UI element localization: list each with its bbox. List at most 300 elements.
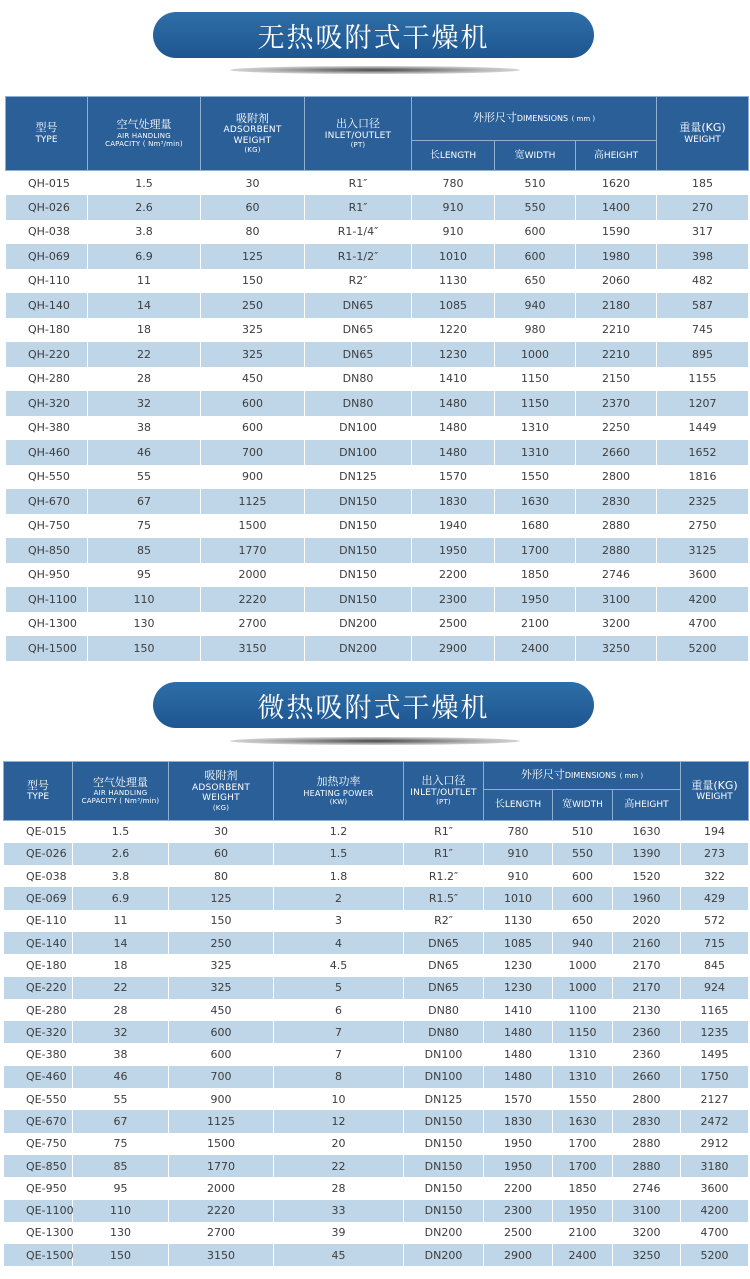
table-cell: 2880 [576, 514, 657, 539]
table-cell: 270 [657, 195, 749, 220]
table-cell: 1449 [657, 416, 749, 441]
table-cell: 2800 [576, 465, 657, 490]
table-cell: 1500 [169, 1133, 274, 1155]
table-cell: 1230 [484, 977, 553, 999]
table-cell: 2.6 [73, 843, 169, 865]
table-cell: 2800 [613, 1088, 681, 1110]
table-cell: 1.5 [88, 171, 201, 196]
table-cell: 1950 [412, 538, 495, 563]
table-cell: R1.5″ [404, 887, 484, 909]
table-cell: 1165 [681, 999, 749, 1021]
section2-table-body [4, 821, 749, 1267]
table-cell: QE-850 [4, 1155, 73, 1177]
table-cell: 2180 [576, 293, 657, 318]
table-cell: QE-670 [4, 1110, 73, 1132]
table-cell: 1830 [412, 489, 495, 514]
table-cell: QH-950 [6, 563, 88, 588]
table-cell: 46 [73, 1066, 169, 1088]
table-cell: QE-1500 [4, 1244, 73, 1266]
table-cell: 2912 [681, 1133, 749, 1155]
table-cell: DN65 [305, 342, 412, 367]
table-cell: 2400 [553, 1244, 613, 1266]
table-cell: DN65 [404, 954, 484, 976]
table-row [6, 465, 749, 490]
table-cell: 2200 [484, 1177, 553, 1199]
table-cell: 2200 [412, 563, 495, 588]
table-cell: QH-550 [6, 465, 88, 490]
table-cell: 2220 [201, 587, 305, 612]
table-row [6, 220, 749, 245]
table-cell: 1480 [484, 1043, 553, 1065]
table-cell: 1400 [576, 195, 657, 220]
table-cell: 1500 [201, 514, 305, 539]
table-cell: 11 [88, 269, 201, 294]
table-cell: 600 [169, 1021, 274, 1043]
table-cell: 1310 [553, 1066, 613, 1088]
table-cell: QE-380 [4, 1043, 73, 1065]
table-cell: 2170 [613, 977, 681, 999]
table-cell: 600 [495, 220, 576, 245]
header-dimensions: 外形尺寸DIMENSIONS ( mm ) [412, 97, 657, 141]
table-cell: QH-180 [6, 318, 88, 343]
table-cell: 1000 [495, 342, 576, 367]
table-cell: 28 [88, 367, 201, 392]
table-cell: 1700 [553, 1133, 613, 1155]
table-cell: 1310 [495, 416, 576, 441]
table-cell: DN200 [404, 1222, 484, 1244]
table-cell: QH-038 [6, 220, 88, 245]
table-cell: 4 [274, 932, 404, 954]
table-cell: QH-670 [6, 489, 88, 514]
table-cell: 1230 [484, 954, 553, 976]
table-cell: 4200 [681, 1200, 749, 1222]
table-cell: QE-1300 [4, 1222, 73, 1244]
table-cell: DN150 [305, 489, 412, 514]
header-heating-power: 加热功率 HEATING POWER (KW) [274, 762, 404, 821]
table-cell: 4200 [657, 587, 749, 612]
table-cell: 2746 [576, 563, 657, 588]
table-cell: DN100 [305, 440, 412, 465]
table-cell: DN100 [404, 1043, 484, 1065]
header-inlet-outlet: 出入口径 INLET/OUTLET (PT) [404, 762, 484, 821]
table-cell: 5200 [681, 1244, 749, 1266]
table-cell: 1230 [412, 342, 495, 367]
table-cell: 2700 [169, 1222, 274, 1244]
table-cell: 2210 [576, 318, 657, 343]
table-row [6, 538, 749, 563]
table-cell: 1700 [553, 1155, 613, 1177]
table-cell: 550 [495, 195, 576, 220]
table-cell: 1680 [495, 514, 576, 539]
table-cell: 75 [73, 1133, 169, 1155]
table-row [6, 318, 749, 343]
table-cell: 1630 [613, 821, 681, 843]
table-cell: 600 [553, 865, 613, 887]
table-cell: 2660 [613, 1066, 681, 1088]
table-cell: 3150 [201, 636, 305, 661]
table-cell: 2170 [613, 954, 681, 976]
table-cell: 2325 [657, 489, 749, 514]
table-cell: 1630 [495, 489, 576, 514]
table-row [6, 269, 749, 294]
table-cell: DN150 [404, 1200, 484, 1222]
table-cell: 2.6 [88, 195, 201, 220]
table-row [6, 416, 749, 441]
table-cell: R1″ [305, 195, 412, 220]
table-cell: 4700 [681, 1222, 749, 1244]
table-cell: 2127 [681, 1088, 749, 1110]
table-cell: 1570 [412, 465, 495, 490]
table-cell: 2400 [495, 636, 576, 661]
table-cell: QH-1100 [6, 587, 88, 612]
table-cell: 940 [553, 932, 613, 954]
table-cell: 482 [657, 269, 749, 294]
table-cell: QE-750 [4, 1133, 73, 1155]
table-row [6, 636, 749, 661]
table-cell: QE-550 [4, 1088, 73, 1110]
table-cell: 2100 [495, 612, 576, 637]
table-cell: 250 [201, 293, 305, 318]
table-cell: QE-026 [4, 843, 73, 865]
table-cell: 194 [681, 821, 749, 843]
table-cell: 429 [681, 887, 749, 909]
table-cell: 600 [169, 1043, 274, 1065]
table-cell: 398 [657, 244, 749, 269]
table-cell: 910 [412, 195, 495, 220]
table-cell: 150 [73, 1244, 169, 1266]
table-cell: 910 [484, 843, 553, 865]
table-cell: 30 [201, 171, 305, 196]
table-cell: 2880 [613, 1133, 681, 1155]
table-cell: 5 [274, 977, 404, 999]
table-cell: 7 [274, 1021, 404, 1043]
table-cell: R2″ [404, 910, 484, 932]
table-cell: 1570 [484, 1088, 553, 1110]
table-cell: 1125 [201, 489, 305, 514]
table-cell: QE-140 [4, 932, 73, 954]
table-cell: 3600 [657, 563, 749, 588]
header-adsorbent: 吸附剂 ADSORBENT WEIGHT (KG) [201, 97, 305, 171]
table-row [4, 932, 749, 954]
table-cell: 110 [73, 1200, 169, 1222]
table-cell: 2900 [484, 1244, 553, 1266]
table-cell: 1235 [681, 1021, 749, 1043]
table-cell: 1155 [657, 367, 749, 392]
table-cell: 1480 [412, 391, 495, 416]
table-cell: 1950 [495, 587, 576, 612]
table-cell: 895 [657, 342, 749, 367]
table-cell: 1125 [169, 1110, 274, 1132]
table-cell: R1-1/4″ [305, 220, 412, 245]
table-cell: DN125 [404, 1088, 484, 1110]
table-cell: 6 [274, 999, 404, 1021]
table-cell: 46 [88, 440, 201, 465]
header-weight: 重量(KG) WEIGHT [681, 762, 749, 821]
table-cell: 150 [201, 269, 305, 294]
table-cell: 10 [274, 1088, 404, 1110]
table-cell: 1310 [495, 440, 576, 465]
table-cell: DN200 [305, 636, 412, 661]
table-cell: QH-280 [6, 367, 88, 392]
table-cell: 1750 [681, 1066, 749, 1088]
table-cell: 650 [553, 910, 613, 932]
table-cell: 2210 [576, 342, 657, 367]
table-cell: 6.9 [73, 887, 169, 909]
table-cell: 715 [681, 932, 749, 954]
table-row [4, 843, 749, 865]
table-cell: 745 [657, 318, 749, 343]
header-capacity: 空气处理量 AIR HANDLING CAPACITY ( Nm³/min) [73, 762, 169, 821]
table-cell: 3600 [681, 1177, 749, 1199]
table-row [6, 440, 749, 465]
table-cell: 1950 [484, 1133, 553, 1155]
table-cell: QE-320 [4, 1021, 73, 1043]
table-cell: 1770 [201, 538, 305, 563]
table-cell: 273 [681, 843, 749, 865]
table-cell: 2880 [576, 538, 657, 563]
table-cell: 1130 [412, 269, 495, 294]
table-cell: 22 [88, 342, 201, 367]
table-cell: 1410 [484, 999, 553, 1021]
table-cell: 1495 [681, 1043, 749, 1065]
table-cell: DN65 [404, 977, 484, 999]
table-row [6, 587, 749, 612]
header-length: 长LENGTH [484, 790, 553, 821]
table-cell: DN65 [305, 318, 412, 343]
table-cell: QH-220 [6, 342, 88, 367]
table-cell: 780 [484, 821, 553, 843]
table-cell: 3100 [576, 587, 657, 612]
table-cell: 2472 [681, 1110, 749, 1132]
table-row [4, 1066, 749, 1088]
table-cell: 55 [88, 465, 201, 490]
table-cell: 1150 [495, 391, 576, 416]
table-cell: 1.5 [73, 821, 169, 843]
header-height: 高HEIGHT [613, 790, 681, 821]
table-row [4, 821, 749, 843]
table-cell: R1″ [305, 171, 412, 196]
table-cell: 150 [169, 910, 274, 932]
table-cell: QH-850 [6, 538, 88, 563]
table-cell: 2220 [169, 1200, 274, 1222]
table-cell: 1620 [576, 171, 657, 196]
header-inlet-outlet: 出入口径 INLET/OUTLET (PT) [305, 97, 412, 171]
table-cell: 1480 [412, 416, 495, 441]
table-cell: 2370 [576, 391, 657, 416]
section1-title-shadow [230, 66, 520, 74]
table-cell: QE-950 [4, 1177, 73, 1199]
table-cell: 2360 [613, 1043, 681, 1065]
table-cell: 1652 [657, 440, 749, 465]
table-cell: 2700 [201, 612, 305, 637]
table-cell: QE-038 [4, 865, 73, 887]
table-cell: 110 [88, 587, 201, 612]
table-cell: 2000 [169, 1177, 274, 1199]
header-width: 宽WIDTH [553, 790, 613, 821]
table-cell: 1630 [553, 1110, 613, 1132]
table-cell: R1-1/2″ [305, 244, 412, 269]
table-cell: DN150 [404, 1133, 484, 1155]
table-cell: 600 [201, 391, 305, 416]
table-cell: 1100 [553, 999, 613, 1021]
table-cell: 32 [88, 391, 201, 416]
table-cell: 4700 [657, 612, 749, 637]
table-cell: 1480 [412, 440, 495, 465]
table-cell: 325 [169, 954, 274, 976]
table-cell: 510 [553, 821, 613, 843]
table-cell: DN150 [404, 1155, 484, 1177]
table-cell: 325 [201, 342, 305, 367]
table-cell: 1410 [412, 367, 495, 392]
table-row [4, 910, 749, 932]
table-cell: 1010 [484, 887, 553, 909]
header-adsorbent: 吸附剂 ADSORBENT WEIGHT (KG) [169, 762, 274, 821]
table-cell: 940 [495, 293, 576, 318]
table-cell: 1010 [412, 244, 495, 269]
table-cell: QH-1500 [6, 636, 88, 661]
table-cell: 8 [274, 1066, 404, 1088]
table-cell: 3100 [613, 1200, 681, 1222]
table-row [4, 865, 749, 887]
table-cell: QH-460 [6, 440, 88, 465]
section2-title-area [0, 672, 750, 752]
table-cell: 1480 [484, 1066, 553, 1088]
table-cell: 910 [412, 220, 495, 245]
table-cell: 587 [657, 293, 749, 318]
table-cell: 28 [73, 999, 169, 1021]
table-cell: 80 [169, 865, 274, 887]
table-cell: 780 [412, 171, 495, 196]
table-cell: 95 [88, 563, 201, 588]
table-row [4, 1155, 749, 1177]
table-cell: 1130 [484, 910, 553, 932]
table-cell: 1960 [613, 887, 681, 909]
table-cell: 60 [169, 843, 274, 865]
table-cell: 67 [73, 1110, 169, 1132]
table-cell: 1550 [495, 465, 576, 490]
table-cell: 85 [88, 538, 201, 563]
table-cell: DN80 [305, 391, 412, 416]
table-cell: 1850 [553, 1177, 613, 1199]
table-cell: 18 [73, 954, 169, 976]
table-cell: QH-140 [6, 293, 88, 318]
table-row [6, 367, 749, 392]
table-cell: 1150 [495, 367, 576, 392]
table-cell: 1950 [484, 1155, 553, 1177]
table-cell: 2500 [412, 612, 495, 637]
table-cell: 3.8 [73, 865, 169, 887]
table-cell: 2830 [576, 489, 657, 514]
table-cell: 3150 [169, 1244, 274, 1266]
table-cell: 1085 [412, 293, 495, 318]
table-cell: DN80 [404, 1021, 484, 1043]
table-cell: QH-750 [6, 514, 88, 539]
table-row [4, 1088, 749, 1110]
table-cell: 1150 [553, 1021, 613, 1043]
table-cell: QH-320 [6, 391, 88, 416]
table-row [6, 514, 749, 539]
table-cell: 1220 [412, 318, 495, 343]
table-cell: DN200 [404, 1244, 484, 1266]
table-cell: 3.8 [88, 220, 201, 245]
table-cell: 980 [495, 318, 576, 343]
table-cell: 14 [88, 293, 201, 318]
table-cell: QE-180 [4, 954, 73, 976]
section2-title-shadow [230, 737, 520, 745]
table-cell: 12 [274, 1110, 404, 1132]
table-cell: 910 [484, 865, 553, 887]
header-capacity: 空气处理量 AIR HANDLING CAPACITY ( Nm³/min) [88, 97, 201, 171]
table-cell: 2060 [576, 269, 657, 294]
table-cell: 572 [681, 910, 749, 932]
table-row [6, 391, 749, 416]
table-row [6, 195, 749, 220]
section1-table-body [6, 171, 749, 661]
table-cell: QH-015 [6, 171, 88, 196]
table-cell: 4.5 [274, 954, 404, 976]
table-cell: 650 [495, 269, 576, 294]
table-cell: 1.2 [274, 821, 404, 843]
table-cell: 250 [169, 932, 274, 954]
table-cell: DN150 [305, 587, 412, 612]
table-cell: 95 [73, 1177, 169, 1199]
table-cell: 80 [201, 220, 305, 245]
table-cell: 32 [73, 1021, 169, 1043]
table-cell: DN150 [305, 514, 412, 539]
table-cell: QH-110 [6, 269, 88, 294]
table-cell: 2160 [613, 932, 681, 954]
table-cell: 450 [201, 367, 305, 392]
table-cell: 30 [169, 821, 274, 843]
table-row [6, 489, 749, 514]
section1-table [5, 96, 749, 661]
table-cell: 39 [274, 1222, 404, 1244]
table-cell: 510 [495, 171, 576, 196]
table-cell: 60 [201, 195, 305, 220]
table-cell: DN80 [305, 367, 412, 392]
table-cell: 125 [201, 244, 305, 269]
table-cell: 900 [201, 465, 305, 490]
table-cell: 38 [73, 1043, 169, 1065]
table-cell: 18 [88, 318, 201, 343]
table-cell: DN100 [404, 1066, 484, 1088]
table-cell: R1″ [404, 843, 484, 865]
table-cell: 2300 [412, 587, 495, 612]
table-cell: 3 [274, 910, 404, 932]
header-height: 高HEIGHT [576, 141, 657, 171]
table-row [4, 1222, 749, 1244]
table-cell: 2746 [613, 1177, 681, 1199]
table-cell: QE-280 [4, 999, 73, 1021]
table-cell: 1.8 [274, 865, 404, 887]
table-cell: 2750 [657, 514, 749, 539]
table-row [4, 999, 749, 1021]
table-cell: 3200 [613, 1222, 681, 1244]
header-width: 宽WIDTH [495, 141, 576, 171]
table-cell: 1000 [553, 954, 613, 976]
table-cell: 600 [553, 887, 613, 909]
table-cell: 1390 [613, 843, 681, 865]
table-cell: R2″ [305, 269, 412, 294]
table-cell: 22 [274, 1155, 404, 1177]
table-row [4, 1244, 749, 1266]
table-cell: R1.2″ [404, 865, 484, 887]
table-cell: DN65 [404, 932, 484, 954]
section2-title: 微热吸附式干燥机 [153, 682, 594, 728]
table-cell: 3250 [613, 1244, 681, 1266]
section1-title-area [0, 0, 750, 80]
table-cell: DN150 [305, 538, 412, 563]
